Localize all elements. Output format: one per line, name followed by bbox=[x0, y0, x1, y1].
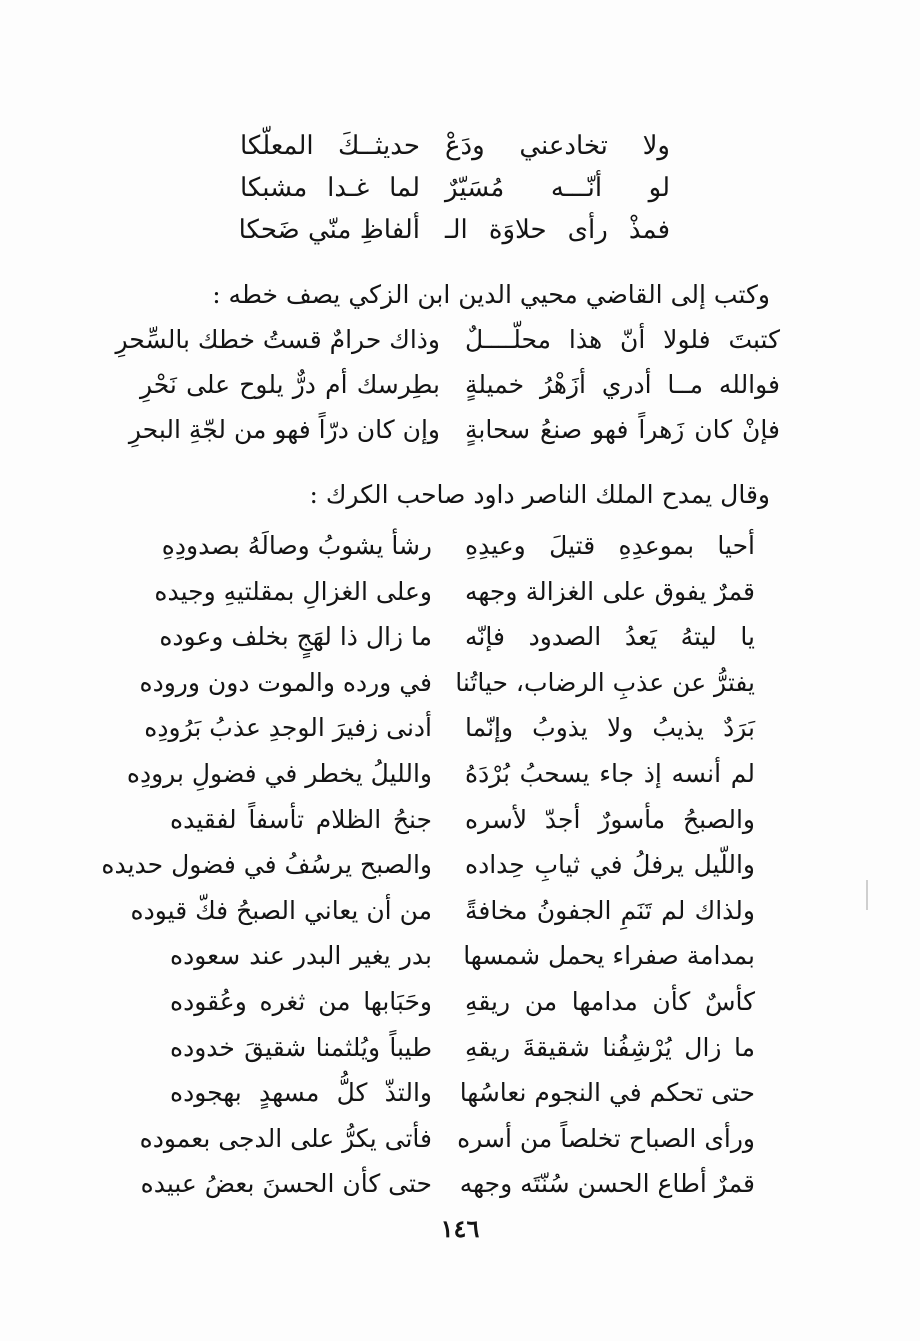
hemistich-right: فوالله مــا أدري أزَهْرُ خميلةٍ bbox=[465, 370, 780, 399]
couplet-line bbox=[170, 802, 755, 848]
couplet-line bbox=[126, 756, 755, 802]
hemistich-right: أحيا بموعدِهِ قتيلَ وعيدِهِ bbox=[465, 531, 755, 560]
hemistich-right: يا ليتهُ يَعدُ الصدود فإنّه bbox=[465, 622, 755, 652]
hemistich-right: كتبتَ فلولا أنّ هذا محلّــــلٌ bbox=[465, 325, 780, 354]
hemistich-left: طيباً ويُلثمنا شقيقَ خدوده bbox=[170, 1032, 432, 1062]
couplet-line bbox=[139, 1121, 755, 1167]
couplet-line bbox=[154, 574, 755, 620]
hemistich-left: وذاك حرامٌ قستُ خطك بالسِّحرِ bbox=[115, 325, 440, 354]
couplet-line bbox=[128, 412, 780, 457]
couplet-line bbox=[161, 528, 755, 574]
hemistich-right: ما زال يُرْشِفُنا شقيقةَ ريقهِ bbox=[465, 1032, 755, 1062]
couplet-line bbox=[240, 170, 670, 212]
hemistich-left: حتى كأن الحسنَ بعضُ عبيده bbox=[140, 1169, 432, 1199]
hemistich-right: ورأى الصباح تخلصاً من أسره bbox=[457, 1123, 755, 1153]
margin-mark bbox=[866, 880, 868, 910]
heading-2: وقال يمدح الملك الناصر داود صاحب الكرك : bbox=[309, 480, 770, 509]
hemistich-right: ولا تخادعني ودَعْ bbox=[445, 131, 670, 161]
hemistich-left: وعلى الغزالِ بمقلتيهِ وجيده bbox=[154, 576, 432, 606]
couplet-line bbox=[170, 1075, 755, 1121]
couplet-line bbox=[139, 665, 755, 711]
couplet-line bbox=[240, 212, 670, 254]
hemistich-right: قمرٌ أطاع الحسن سُنّتَه وجهه bbox=[459, 1169, 755, 1199]
couplet-line bbox=[240, 128, 670, 170]
hemistich-right: والصبحُ مأسورٌ أجدّ لأسره bbox=[465, 804, 755, 834]
hemistich-right: واللّيل يرفلُ في ثيابِ حِداده bbox=[465, 850, 755, 880]
couplet-line bbox=[144, 710, 755, 756]
hemistich-right: كأسٌ كأن مدامها من ريقهِ bbox=[465, 987, 755, 1016]
couplet-line bbox=[115, 322, 780, 367]
hemistich-right: حتى تحكم في النجوم نعاسُها bbox=[459, 1078, 755, 1108]
hemistich-right: فإنْ كان زَهراً فهو صنعُ سحابةٍ bbox=[465, 415, 780, 444]
hemistich-left: رشأ يشوبُ وصالَهُ بصدودِهِ bbox=[161, 531, 432, 560]
couplet-line bbox=[140, 1166, 755, 1212]
hemistich-left: ما زال ذا لهَجٍ بخلف وعوده bbox=[159, 622, 432, 652]
hemistich-left: والتذّ كلُّ مسهدٍ بهجوده bbox=[170, 1078, 432, 1108]
couplet-line bbox=[170, 938, 755, 984]
hemistich-left: فأتى يكرُّ على الدجى بعموده bbox=[139, 1123, 432, 1153]
hemistich-left: من أن يعاني الصبحُ فكّ قيوده bbox=[130, 895, 432, 925]
hemistich-right: لو أنّـــه مُسَيّرٌ bbox=[445, 173, 670, 203]
hemistich-right: بَرَدٌ يذيبُ ولا يذوبُ وإنّما bbox=[465, 713, 755, 743]
heading-1: وكتب إلى القاضي محيي الدين ابن الزكي يصف خطه : bbox=[212, 280, 770, 309]
couplet-line bbox=[159, 619, 755, 665]
hemistich-right: قمرٌ يفوق على الغزالة وجهه bbox=[465, 576, 755, 606]
hemistich-left: ألفاظِ منّي ضَحكا bbox=[238, 215, 420, 245]
hemistich-right: لم أنسه إذ جاء يسحبُ بُرْدَهُ bbox=[465, 759, 755, 788]
hemistich-left: حديثــكَ المعلّكا bbox=[240, 131, 420, 161]
couplet-line bbox=[101, 847, 755, 893]
hemistich-right: فمذْ رأى حلاوَة الـ bbox=[445, 215, 670, 245]
hemistich-left: والصبح يرسُفُ في فضول حديده bbox=[101, 850, 432, 880]
hemistich-left: وإن كان درّاً فهو من لجّةِ البحرِ bbox=[128, 415, 440, 444]
hemistich-left: وحَبَابها من ثغره وعُقوده bbox=[170, 987, 432, 1016]
couplet-line bbox=[140, 367, 780, 412]
couplet-line bbox=[170, 1030, 755, 1076]
hemistich-left: بطِرسك أم درٌّ يلوح على نَحْرِ bbox=[140, 370, 440, 399]
hemistich-left: بدر يغير البدر عند سعوده bbox=[170, 941, 432, 971]
hemistich-left: والليلُ يخطر في فضولِ برودِه bbox=[126, 759, 432, 788]
hemistich-left: في ورده والموت دون وروده bbox=[139, 667, 432, 697]
hemistich-right: بمدامة صفراء يحمل شمسها bbox=[463, 941, 755, 971]
couplet-line bbox=[170, 984, 755, 1030]
hemistich-right: ولذاك لم تَنَمِ الجفونُ مخافةً bbox=[465, 895, 755, 925]
hemistich-left: لما غـدا مشبكا bbox=[240, 173, 420, 203]
hemistich-right: يفترُّ عن عذبِ الرضاب، حياتُنا bbox=[455, 667, 755, 697]
hemistich-left: جنحُ الظلام تأسفاً لفقيده bbox=[170, 804, 432, 834]
hemistich-left: أدنى زفيرَ الوجدِ عذبُ بَرُودِه bbox=[144, 713, 432, 743]
couplet-line bbox=[130, 893, 755, 939]
page-number: ١٤٦ bbox=[440, 1214, 480, 1243]
